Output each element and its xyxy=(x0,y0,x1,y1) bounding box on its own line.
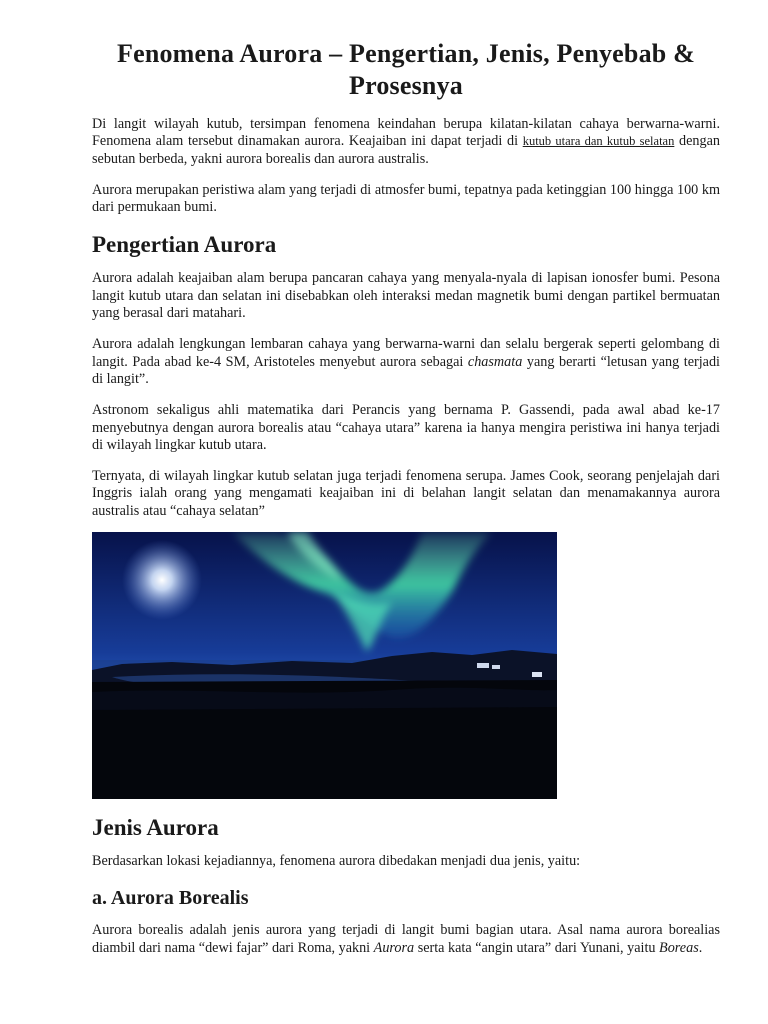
section-heading-borealis: a. Aurora Borealis xyxy=(92,887,249,910)
section-heading-jenis: Jenis Aurora xyxy=(92,815,219,841)
pengertian-paragraph-2 xyxy=(92,336,720,388)
boreas-term: Boreas xyxy=(659,939,699,956)
document-page xyxy=(92,38,720,971)
borealis-paragraph-1 xyxy=(92,922,720,957)
aurora-term: Aurora xyxy=(373,939,415,956)
intro-text-a: Di langit wilayah kutub, tersimpan fenomena keindahan berupa kilatan-kilatan cahaya berwarna-warni. Fenomena alam tersebut dinamakan aurora. Keajaiban ini dapat terjadi di xyxy=(92,116,720,150)
aurora-photo xyxy=(92,532,557,799)
jenis-paragraph-1: Berdasarkan lokasi kejadiannya, fenomena aurora dibedakan menjadi dua jenis, yaitu: xyxy=(92,853,581,870)
pengertian-paragraph-3: Astronom sekaligus ahli matematika dari Perancis yang bernama P. Gassendi, pada awal abad ke-17 menyebutnya dengan aurora borealis atau “cahaya utara” karena ia hanya mengira peristiwa ini hanya terjadi di wilayah lingkar kutub utara. xyxy=(92,402,720,453)
borealis-text-c: . xyxy=(698,939,703,956)
page-title: Fenomena Aurora – Pengertian, Jenis, Penyebab & Prosesnya xyxy=(117,39,695,100)
intro-text-b: dengan sebutan berbeda, yakni aurora borealis dan aurora australis. xyxy=(92,133,720,167)
pengertian-p2-b: yang berarti “letusan yang terjadi di langit”. xyxy=(92,353,720,387)
chasmata-term: chasmata xyxy=(467,353,523,370)
pengertian-paragraph-4: Ternyata, di wilayah lingkar kutub selatan juga terjadi fenomena serupa. James Cook, seorang penjelajah dari Inggris ialah orang yang mengamati keajaiban ini di belahan langit selatan dan menamakannya aurora australis atau “cahaya selatan” xyxy=(92,468,720,519)
borealis-text-a: Aurora borealis adalah jenis aurora yang terjadi di langit bumi bagian utara. Asal nama aurora borealias diambil dari nama “dewi fajar” dari Roma, yakni xyxy=(92,922,720,956)
intro-paragraph-1 xyxy=(92,116,720,168)
section-heading-pengertian: Pengertian Aurora xyxy=(92,232,277,258)
pengertian-paragraph-1: Aurora adalah keajaiban alam berupa pancaran cahaya yang menyala-nyala di lapisan ionosfer bumi. Pesona langit kutub utara dan selatan ini disebabkan oleh interaksi medan magnetik bumi dengan partikel bermuatan yang berasal dari matahari. xyxy=(92,270,720,322)
borealis-text-b: serta kata “angin utara” dari Yunani, yaitu xyxy=(414,939,660,956)
kutub-link[interactable]: kutub utara dan kutub selatan xyxy=(522,134,675,149)
pengertian-p2-a: Aurora adalah lengkungan lembaran cahaya yang berwarna-warni dan selalu bergerak seperti gelombang di langit. Pada abad ke-4 SM, Aristoteles menyebut aurora sebagai xyxy=(92,336,720,370)
intro-paragraph-2: Aurora merupakan peristiwa alam yang terjadi di atmosfer bumi, tepatnya pada ketinggian 100 hingga 100 km dari permukaan bumi. xyxy=(92,181,720,216)
